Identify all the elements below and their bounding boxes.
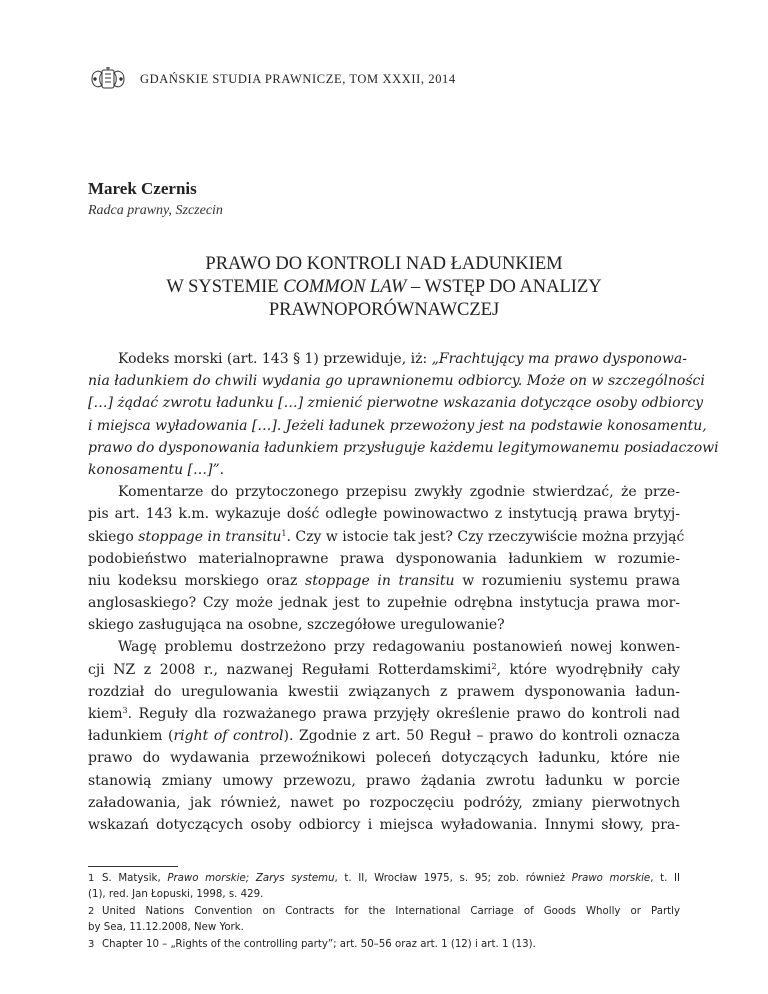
paragraph-3-line: cji NZ z 2008 r., nazwanej Regułami Rotterdamskimi$^2$, które wyodrębniły cały — [88, 661, 680, 678]
paragraph-3-line: wskazań dotyczących osoby odbiorcy i miejsca wyładowania. Innymi słowy, pra- — [88, 816, 680, 833]
author-affiliation: Radca prawny, Szczecin — [88, 203, 223, 218]
footnotes — [88, 871, 680, 953]
paragraph-3-line: rozdział do uregulowania kwestii związanych z prawem dysponowania ładun- — [88, 683, 680, 700]
article-body — [88, 348, 719, 836]
paragraph-2-line: pis art. 143 k.m. wykazuje dość odległe powinowactwo z instytucją prawa brytyj- — [88, 506, 680, 523]
paragraph-1-line: […] żądać zwrotu ładunku […] zmienić pierwotne wskazania dotyczące osoby odbiorcy — [88, 395, 704, 412]
author-name: Marek Czernis — [88, 179, 197, 198]
paragraph-3-line: ładunkiem (right of control). Zgodnie z art. 50 Reguł – prawo do kontroli oznacza — [88, 728, 680, 745]
paragraph-2-line: niu kodeksu morskiego oraz stoppage in transitu w rozumieniu systemu prawa — [88, 572, 681, 589]
paragraph-2-line: Komentarze do przytoczonego przepisu zwykły zgodnie stwierdzać, że prze- — [118, 484, 680, 501]
paragraph-3-line: Wagę problemu dostrzeżono przy redagowaniu postanowień nowej konwen- — [118, 639, 680, 656]
paragraph-3-line: stanowią zmiany umowy przewozu, prawo żądania zwrotu ładunku w porcie — [88, 772, 680, 789]
paragraph-1-line: Kodeks morski (art. 143 § 1) przewiduje, iż: „Frachtujący ma prawo dysponowa- — [118, 351, 687, 367]
footnote-3: 3 Chapter 10 – „Rights of the controlling party”; art. 50–56 oraz art. 1 (12) i art. 1 (13). — [88, 938, 536, 950]
paragraph-3-line: kiem$^3$. Reguły dla rozważanego prawa przyjęły określenie prawo do kontroli nad — [88, 706, 680, 722]
paragraph-1-line: nia ładunkiem do chwili wydania go uprawnionemu odbiorcy. Może on w szczególności — [88, 373, 705, 390]
footnote-1: 1 S. Matysik, Prawo morskie; Zarys systemu, t. II, Wrocław 1975, s. 95; zob. również Prawo morskie, t. II — [88, 873, 680, 884]
paragraph-1-line: prawo do dysponowania ładunkiem przysługuje każdemu legitymowanemu posiadaczowi — [88, 439, 719, 456]
footnote-1-continued: (1), red. Jan Łopuski, 1998, s. 429. — [88, 889, 264, 901]
article-title — [88, 253, 680, 322]
footnote-2-continued: by Sea, 11.12.2008, New York. — [88, 922, 244, 934]
paragraph-3-line: prawo do wydawania przewoźnikowi poleceń dotyczących ładunku, które nie — [88, 750, 680, 767]
footnote-ref-2: 2 — [491, 661, 497, 671]
paragraph-1-line: i miejsca wyładowania […]. Jeżeli ładunek przewożony jest na podstawie konosamentu, — [88, 417, 707, 434]
journal-title: GDAŃSKIE STUDIA PRAWNICZE, TOM XXXII, 2014 — [140, 71, 456, 86]
paragraph-2-line: anglosaskiego? Czy może jednak jest to zupełnie odrębna instytucja prawa mor- — [88, 595, 680, 612]
journal-emblem-icon — [88, 66, 128, 92]
title-line-1: PRAWO DO KONTROLI NAD ŁADUNKIEM — [205, 254, 563, 274]
paragraph-1-line: konosamentu […]”. — [88, 461, 225, 478]
running-header — [88, 66, 456, 92]
paragraph-2-line: skiego stoppage in transitu$^1$. Czy w istocie tak jest? Czy rzeczywiście można przyjąć — [88, 528, 685, 545]
paragraph-3-line: załadowania, jak również, nawet po rozpoczęciu podróży, zmiany pierwotnych — [88, 794, 680, 811]
footnote-ref-1: 1 — [281, 528, 287, 538]
title-line-3: PRAWNOPORÓWNAWCZEJ — [268, 300, 500, 320]
title-line-2: W SYSTEMIE COMMON LAW – WSTĘP DO ANALIZY — [166, 277, 602, 297]
paragraph-2-line: skiego zasługująca na osobne, szczegółowe uregulowanie? — [88, 617, 505, 634]
paragraph-2-line: podobieństwo materialnoprawne prawa dysponowania ładunkiem w rozumie- — [88, 550, 680, 567]
footnote-ref-3: 3 — [122, 706, 128, 715]
footnote-separator — [88, 866, 178, 867]
footnote-2: 2 United Nations Convention on Contracts for the International Carriage of Goods Wholly or Partly — [88, 905, 680, 917]
